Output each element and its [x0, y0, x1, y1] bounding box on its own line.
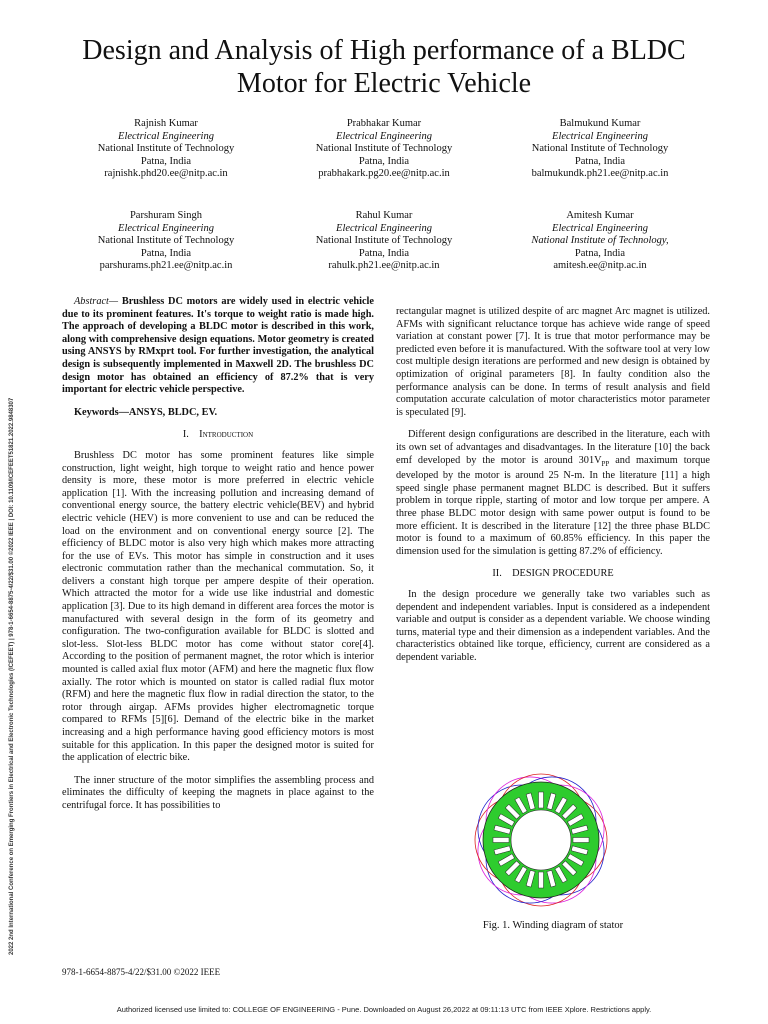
author-block: [284, 118, 484, 181]
author-dept: Electrical Engineering: [118, 222, 214, 234]
author-block: [66, 118, 266, 181]
abstract-label: Abstract—: [74, 296, 119, 307]
author-name: Parshuram Singh: [129, 210, 203, 221]
author-name: Amitesh Kumar: [566, 210, 634, 221]
author-name: Rahul Kumar: [355, 210, 413, 221]
intro-paragraph-1: Brushless DC motor has some prominent features like simple construction, light weight, high torque to weight ratio and hence power density is more, these motor is more preferred in electric vehicle application [1]. With the increasing pollution and increasing demand of conventional energy source, the battery electric vehicle(BEV) and hybrid electric vehicle (HEV) is more convenient to use and can be reduced the load on the environment and on conventional energy source [2]. The efficiency of BLDC motor is also very high which makes more attracting for the use of EVs. This motor has simple in construction and it uses electronic commutation rather than the mechanical commutation. So, it delivers a constant high torque per ampere despite of their operation. Which attracted the motor for a wide use like industrial and domestic application [3]. Due to its high demand in different area forces the motor is manufactured with several design in the form of its geometry and configuration. The two-configuration available for BLDC is slotted and slot-less. Slot-less BLDC motor has come without stator core[4]. According to the position of permanent magnet, the rotor which is interior mounted is called axial flux motor (AFM) and here the magnetic flux flow axially. The rotor which is mounted on stator is called radial flux motor (RFM) and here the magnetic flux flow in radial direction the stator, to the rotor through airgap. AFMs provides higher electromagnetic torque compared to RFMs [5][6]. Demand of the electric bike in the market increasing and a high performance having good efficiency motors is most suitable for this application. In this paper the designed motor is suited for the application of electric bike.: [62, 449, 374, 764]
paper-title: Design and Analysis of High performance of a BLDC Motor for Electric Vehicle: [82, 35, 686, 99]
author-inst: National Institute of Technology,: [531, 235, 669, 246]
subscript-pp: PP: [601, 459, 610, 468]
author-block: [500, 210, 700, 273]
author-block: [66, 210, 266, 273]
right-paragraph-2-text-b: and maximum torque developed by the motor is around 25 N-m. In the literature [11] a high speed single phase permanent magnet BLDC is described. But it suffers problem in torque ripple, starting of motor and low torque per ampere. A three phase BLDC motor design with same power output is found to be more efficient. It is described in the literature [12] the three phase BLDC motor is found to a maximum of 60.85% efficiency. In this paper the dimension used for the simulation is getting 87.2% of efficiency.: [396, 454, 710, 557]
intro-paragraph-2: The inner structure of the motor simplifies the assembling process and eliminates the difficulty of keeping the magnets in place against to the centrifugal force. It has possibilities to: [62, 774, 374, 811]
author-email: rajnishk.phd20.ee@nitp.ac.in: [104, 168, 228, 179]
author-inst: National Institute of Technology: [97, 143, 235, 154]
abstract-text: Brushless DC motors are widely used in electric vehicle due to its prominent features. It's torque to weight ratio is made high. The approach of developing a BLDC motor is described in this work, along with comprehensive design equations. Motor geometry is created using ANSYS by RMxprt tool. For further investigation, the analytical design is subsequently implemented in Maxwell 2D. The brushless DC design motor has obtained an efficiency of 87.2% that is very important for electric vehicle perspective.: [62, 296, 374, 396]
author-block: [500, 118, 700, 181]
right-paragraph-2-text-a: Different design configurations are described in the literature, each with its own set of advantages and disadvantages. In the literature [10] the back emf developed by the motor is around 301V: [396, 429, 710, 466]
left-column: [62, 296, 374, 813]
slot-opening: [573, 838, 589, 843]
author-inst: National Institute of Technology: [315, 235, 453, 246]
author-dept: Electrical Engineering: [336, 130, 432, 142]
stator-winding-figure: [466, 770, 616, 910]
author-name: Prabhakar Kumar: [346, 118, 422, 129]
stator-slot: [573, 838, 589, 843]
conference-sidebar: [0, 0, 20, 1024]
author-location: Patna, India: [140, 247, 192, 259]
figure-caption: Fig. 1. Winding diagram of stator: [482, 920, 624, 931]
author-email: prabhakark.pg20.ee@nitp.ac.in: [318, 168, 450, 179]
section-title: DESIGN PROCEDURE: [512, 568, 614, 580]
stator-bore: [511, 810, 571, 870]
slot-opening: [539, 872, 544, 888]
author-email: balmukundk.ph21.ee@nitp.ac.in: [531, 168, 669, 179]
keywords: Keywords—ANSYS, BLDC, EV.: [74, 406, 218, 418]
author-inst: National Institute of Technology: [97, 235, 235, 246]
authorized-use-notice: Authorized licensed use limited to: COLLEGE OF ENGINEERING - Pune. Downloaded on August 26,2022 at 09:11:13 UTC from IEEE Xplore. Restrictions apply.: [116, 1005, 652, 1014]
right-paragraph-1: rectangular magnet is utilized despite of arc magnet Arc magnet is utilized. AFMs with significant reluctance torque has achieve wide range of speed variation at constant power [7]. It is true that motor performance may be predicted even before it is manufactured. With the software tool at very low cost multiple design iterations are performed and new design is obtained by optimization of original parameters [8]. In faulty condition also the performance analysis can be done. In terms of result analysis and field computation accurate calculation of motor characteristics motor parameter is speculated [9].: [396, 306, 710, 418]
author-email: rahulk.ph21.ee@nitp.ac.in: [328, 260, 440, 271]
sidebar-doi-text: 2022 2nd International Conference on Emerging Frontiers in Electrical and Electronic Technologies (ICEFEET) | 978-1-6654-8875-4/22/$31.00 ©2022 IEEE | DOI: 10.1109/ICEFEET51821.2022.9848307: [9, 397, 15, 955]
author-name: Balmukund Kumar: [559, 118, 641, 129]
footer-copyright: 978-1-6654-8875-4/22/$31.00 ©2022 IEEE: [62, 967, 221, 977]
section-heading-introduction: [62, 429, 374, 442]
section-number: I.: [182, 429, 189, 441]
author-location: Patna, India: [358, 155, 410, 167]
author-email: parshurams.ph21.ee@nitp.ac.in: [99, 260, 233, 271]
author-location: Patna, India: [574, 155, 626, 167]
slot-opening: [493, 838, 509, 843]
author-location: Patna, India: [140, 155, 192, 167]
section-heading-design: [396, 568, 710, 581]
stator-slot: [493, 838, 509, 843]
design-paragraph-1: In the design procedure we generally take two variables such as dependent and independent variables. Input is considered as a independent variable and output is consider as a dependent variable. We choose winding turns, material type and their dimension as a independent variables. And the characteristics obtained like torque, efficiency, current are considered as a dependent variable.: [396, 588, 710, 663]
right-column: [396, 306, 710, 664]
author-location: Patna, India: [574, 247, 626, 259]
author-inst: National Institute of Technology: [531, 143, 669, 154]
author-block: [284, 210, 484, 273]
stator-slot: [539, 792, 544, 808]
author-dept: Electrical Engineering: [552, 222, 648, 234]
author-inst: National Institute of Technology: [315, 143, 453, 154]
abstract: [62, 296, 374, 397]
author-location: Patna, India: [358, 247, 410, 259]
author-email: amitesh.ee@nitp.ac.in: [553, 260, 647, 271]
author-dept: Electrical Engineering: [336, 222, 432, 234]
author-name: Rajnish Kumar: [134, 118, 198, 129]
right-paragraph-2: [396, 429, 710, 558]
author-dept: Electrical Engineering: [552, 130, 648, 142]
author-dept: Electrical Engineering: [118, 130, 214, 142]
section-number: II.: [492, 568, 502, 580]
slot-opening: [539, 792, 544, 808]
stator-slot: [539, 872, 544, 888]
section-title: Introduction: [199, 429, 254, 441]
